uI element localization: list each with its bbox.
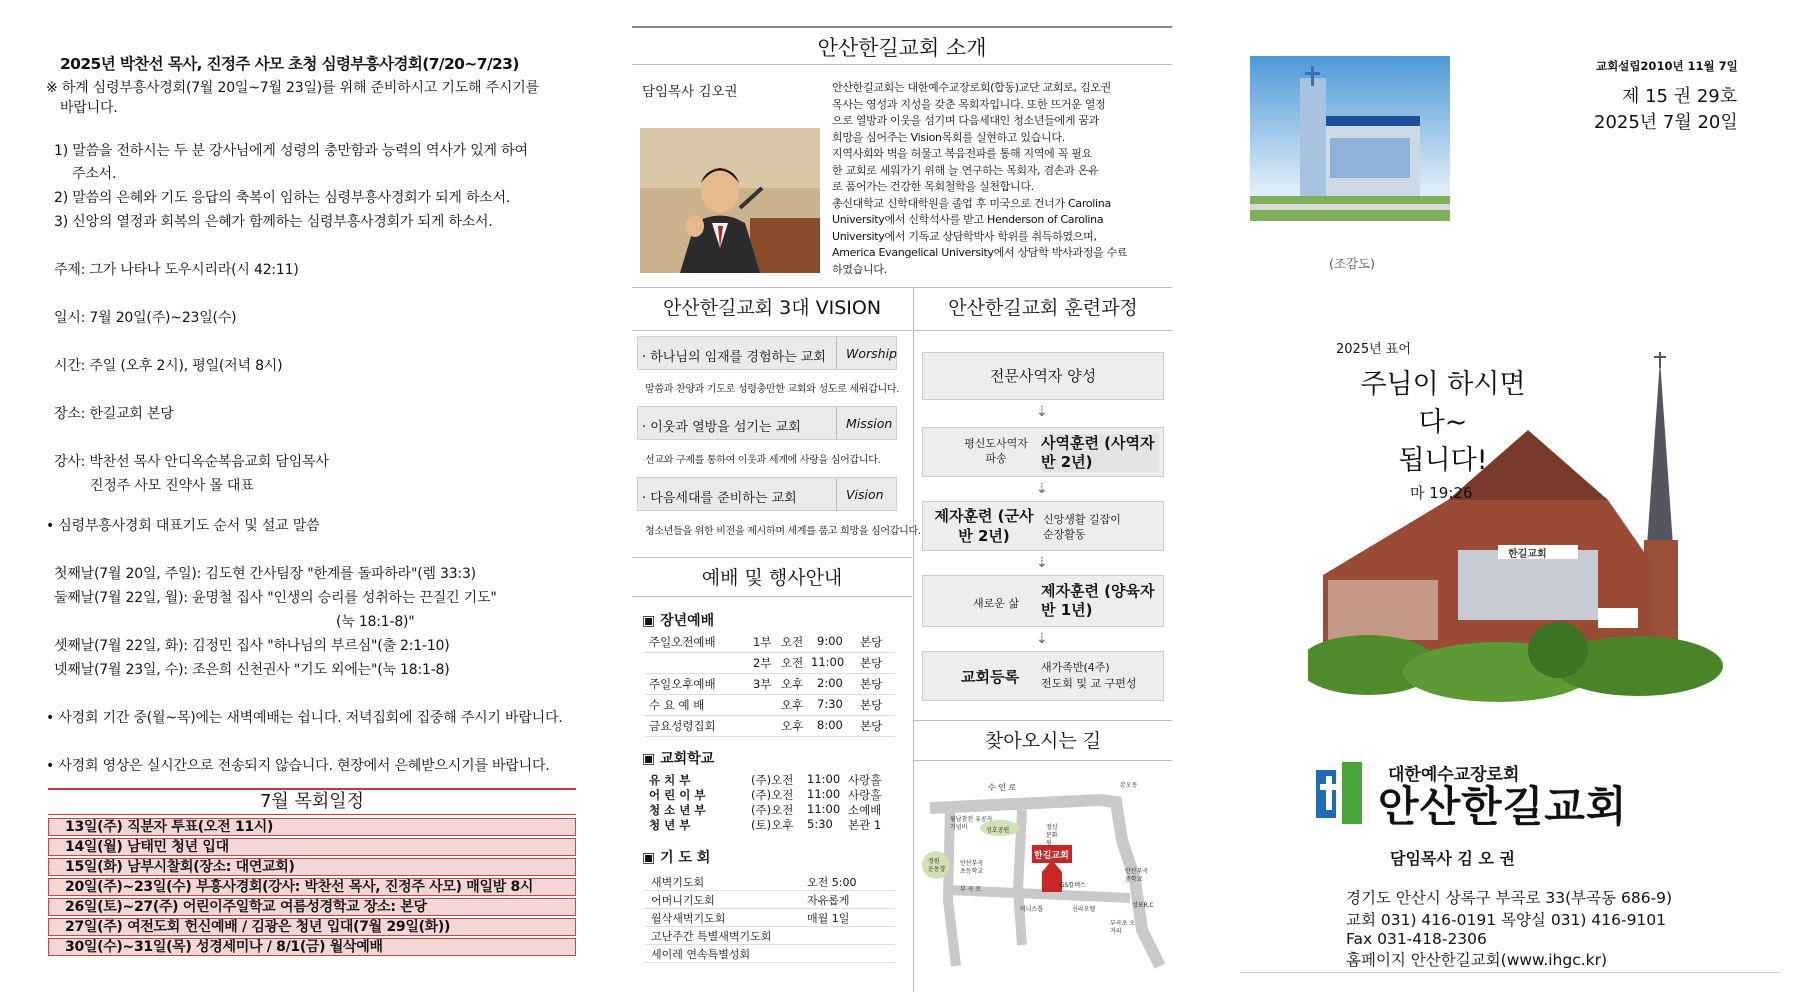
adult-worship-table: [645, 632, 895, 737]
divider: [632, 557, 912, 558]
vision-box: · 이웃과 열방을 섬기는 교회 Mission: [637, 406, 897, 440]
fax: Fax 031-418-2306: [1346, 930, 1487, 948]
training-step: 새로운 삶 제자훈련 (양육자반 1년): [922, 575, 1164, 627]
prayer-item: 2) 말씀의 은혜와 기도 응답의 축복이 임하는 심령부흥사경회가 되게 하소서.: [54, 190, 511, 206]
map-label: GS칼텍스: [1060, 882, 1086, 889]
arrow-down-icon: ⇣: [1036, 631, 1048, 647]
revival-title: 2025년 박찬선 목사, 진정주 사모 초청 심령부흥사경회(7/20~7/23): [60, 55, 519, 73]
map-label: 성포R.C: [1132, 902, 1154, 909]
place: 장소: 한길교회 본당: [54, 406, 174, 422]
address: 경기도 안산시 상록구 부곡로 33(부곡동 686-9): [1346, 889, 1673, 907]
worship-title: 예배 및 행사안내: [701, 567, 843, 589]
arrow-down-icon: ⇣: [1036, 555, 1048, 571]
prayer-item: 주소서.: [72, 166, 117, 182]
map-label: 정신 문화원: [1046, 824, 1058, 847]
vision-desc: 말씀과 찬양과 기도로 성령충만한 교회와 성도로 세워갑니다.: [645, 384, 900, 395]
divider: [632, 596, 912, 597]
training-step: 교회등록 새가족반(4주) 전도회 및 교 구편성: [922, 651, 1164, 701]
map-label: 성호공원: [986, 827, 1010, 834]
map-church-label: 한길교회: [1034, 851, 1069, 861]
table-row: 금요성령집회 오후 8:00 본당: [645, 716, 895, 737]
drawing-caption: (조감도): [1329, 256, 1375, 271]
table-row: 세이레 연속특별성회: [645, 945, 895, 963]
vision-desc: 선교와 구제를 통하여 이웃과 세계에 사랑을 심어갑니다.: [645, 455, 881, 466]
motto-line: 다~: [1418, 407, 1468, 438]
table-row: 어머니기도회 자유롭게: [645, 891, 895, 909]
prayer-item: 3) 신앙의 열정과 회복의 은혜가 함께하는 심령부흥사경회가 되게 하소서.: [54, 214, 493, 230]
schedule-row: 20일(주)~23일(수) 부흥사경회(강사: 박찬선 목사, 진정주 사모) 매일밤 8시: [48, 878, 576, 896]
training-step: 전문사역자 양성: [922, 352, 1164, 400]
volume: 제 15 권 29호: [1622, 86, 1738, 107]
map-label: 부곡초 오거리: [1110, 920, 1136, 935]
pastor-photo: [640, 128, 820, 273]
speaker: 강사: 박찬선 목사 안디옥순복음교회 담임목사: [54, 454, 329, 470]
adult-worship-title: ▣ 장년예배: [642, 613, 715, 629]
intro-line: ※ 하계 심령부흥사경회(7월 20일~7월 23일)를 위해 준비하시고 기도해 주시기를: [46, 80, 539, 96]
table-row: 수 요 예 배 오후 7:30 본당: [645, 695, 895, 716]
training-title: 안산한길교회 훈련과정: [948, 297, 1138, 319]
table-row: 주일오후예배 3부 오후 2:00 본당: [645, 674, 895, 695]
divider: [632, 64, 1172, 65]
intro-title: 안산한길교회 소개: [817, 36, 987, 60]
table-row: 월삭새벽기도회 매월 1일: [645, 909, 895, 927]
church-sign: 한길교회: [1508, 549, 1547, 560]
pastor-name: 담임목사 김 오 권: [1390, 849, 1515, 868]
note: • 사경회 영상은 실시간으로 전송되지 않습니다. 현장에서 은혜받으시기를 바랍니다.: [46, 758, 550, 774]
table-row: 2부 오전 11:00 본당: [645, 653, 895, 674]
divider: [632, 287, 1172, 288]
training-step: 제자훈련 (군사반 2년) 신앙생활 길잡이 순장활동: [922, 501, 1164, 551]
issue-date: 2025년 7월 20일: [1594, 112, 1738, 133]
founded-date: 교회설립2010년 11월 7일: [1596, 59, 1738, 73]
prayer-title: ▣ 기 도 회: [642, 850, 711, 866]
table-row: 청 소 년 부 (주)오전 11:00 소예배: [649, 802, 882, 817]
divider: [632, 330, 912, 331]
prayer-item: 1) 말씀을 전하시는 두 분 강사님에게 성령의 충만함과 능력의 역사가 있게 하여: [54, 143, 528, 159]
schedule-row: 30일(수)~31일(목) 성경세미나 / 8/1(금) 월삭예배: [48, 938, 576, 956]
map-label: 부 곡 로: [960, 886, 982, 893]
table-row: 청 년 부 (토)오후 5:30 본관 1: [649, 817, 882, 832]
map-label: 안산부곡 중학교: [1125, 868, 1149, 883]
left-panel: [0, 0, 600, 992]
homepage: 홈페이지 안산한길교회(www.ihgc.kr): [1346, 951, 1608, 969]
motto-reference: 마 19:26: [1410, 484, 1473, 502]
divider: [914, 330, 1172, 331]
map-label: 신라모텔: [1072, 906, 1096, 913]
table-row: 어 린 이 부 (주)오전 11:00 사랑홀: [649, 787, 882, 802]
school-table: [645, 772, 895, 832]
schedule-row: 13일(주) 직분자 투표(오전 11시): [48, 818, 576, 836]
day-item: 넷째날(7월 23일, 수): 조은희 신천권사 "기도 외에는"(눅 18:1-8): [54, 662, 450, 678]
church-name: 안산한길교회: [1378, 782, 1628, 831]
table-row: 새벽기도회 오전 5:00: [645, 873, 895, 891]
intro-line: 바랍니다.: [60, 100, 118, 116]
vision-box: · 다음세대를 준비하는 교회 Vision: [637, 477, 897, 511]
prayer-order-title: • 심령부흥사경회 대표기도 순서 및 설교 말씀: [46, 518, 320, 534]
phone: 교회 031) 416-0191 목양실 031) 416-9101: [1346, 911, 1667, 929]
vision-title: 안산한길교회 3대 VISION: [662, 297, 882, 319]
motto-line: 됩니다!: [1398, 445, 1488, 476]
map-label: 월남참전 유공자기념비: [950, 816, 993, 831]
day-item: (눅 18:1-8)": [336, 614, 415, 630]
map-label: 본오동: [1120, 782, 1138, 789]
motto-line: 주님이 하시면: [1360, 369, 1526, 400]
map-label: 수 인 로: [988, 783, 1017, 792]
school-title: ▣ 교회학교: [642, 751, 715, 767]
church-drawing: [1250, 56, 1450, 221]
map-label: 안산부곡 초등학교: [960, 860, 984, 875]
vision-desc: 청소년들을 위한 비전을 제시하며 세계를 품고 희망을 심어갑니다.: [645, 526, 921, 537]
training-step: 평신도사역자 파송 사역훈련 (사역자반 2년): [922, 427, 1164, 477]
denomination: 대한예수교장로회: [1388, 765, 1520, 785]
day-item: 셋째날(7월 22일, 화): 김정민 집사 "하나님의 부르심"(출 2:1-10): [54, 638, 450, 654]
day-item: 첫째날(7월 20일, 주일): 김도현 간사팀장 "한계를 돌파하라"(렘 33:3): [54, 566, 476, 582]
note: • 사경회 기간 중(월~목)에는 새벽예배는 쉽니다. 저녁집회에 집중해 주시기 바랍니다.: [46, 710, 563, 726]
vision-box: · 하나님의 임재를 경험하는 교회 Worship: [637, 336, 897, 370]
motto-year: 2025년 표어: [1336, 342, 1411, 357]
divider: [914, 760, 1172, 761]
intro-text: 안산한길교회는 대한예수교장로회(합동)교단 교회로, 김오권 목사는 영성과 지성을 갖춘 목회자입니다. 또한 뜨거운 열정 으로 열방과 이웃을 섬기며 다음세대인 청소년들에게 꿈과 희망을 심어주는 Vision목회를 실현하고 있습니다. 지역사회와 벽을 허물고 복음전파를 통해 지역에 꼭 필요 한 교회로 세워가기 위해 늘 연구하는 목회자, 겸손과 온유 로 품어가는 건강한 목회철학을 실천합니다. 총신대학교 신학대학원을 졸업 후 미국으로 건너가 Carolina University에서 신학석사를 받고 Henderson of Carolina University에서 기독교 상담학박사 학위를 취득하였으며, America Evangelical University에서 상담학 박사과정을 수료 하였습니다.: [832, 81, 1128, 276]
pastor-label: 담임목사 김오권: [642, 84, 738, 100]
speaker: 진정주 사모 진약사 몰 대표: [90, 478, 254, 494]
time: 시간: 주일 (오후 2시), 평일(저녁 8시): [54, 358, 283, 374]
theme: 주제: 그가 나타나 도우시리라(시 42:11): [54, 262, 299, 278]
schedule-title: 7월 목회일정: [48, 788, 576, 815]
divider: [914, 720, 1172, 721]
map-label: 미니스톱: [1020, 906, 1044, 913]
date: 일시: 7월 20일(주)~23일(수): [54, 310, 237, 326]
church-logo-icon: [1316, 762, 1364, 824]
table-row: 주일오전예배 1부 오전 9:00 본당: [645, 632, 895, 653]
prayer-table: [645, 873, 895, 963]
divider: [632, 26, 1172, 28]
divider: [1240, 972, 1780, 973]
schedule-row: 14일(월) 남태민 청년 입대: [48, 838, 576, 856]
table-row: 고난주간 특별새벽기도회: [645, 927, 895, 945]
arrow-down-icon: ⇣: [1036, 404, 1048, 420]
schedule-row: 27일(주) 여전도회 헌신예배 / 김광은 청년 입대(7월 29일(화)): [48, 918, 576, 936]
table-row: 유 치 부 (주)오전 11:00 사랑홀: [649, 772, 882, 787]
map-label: 정원 운동장: [928, 858, 946, 873]
divider: [913, 287, 914, 992]
schedule-row: 26일(토)~27(주) 어린이주일학교 여름성경학교 장소: 본당: [48, 898, 576, 916]
schedule-row: 15일(화) 남부시찰회(장소: 대연교회): [48, 858, 576, 876]
directions-map: [920, 780, 1166, 970]
arrow-down-icon: ⇣: [1036, 481, 1048, 497]
directions-title: 찾아오시는 길: [984, 730, 1102, 752]
day-item: 둘째날(7월 22일, 월): 윤명철 집사 "인생의 승리를 성취하는 끈질긴 기도": [54, 590, 497, 606]
